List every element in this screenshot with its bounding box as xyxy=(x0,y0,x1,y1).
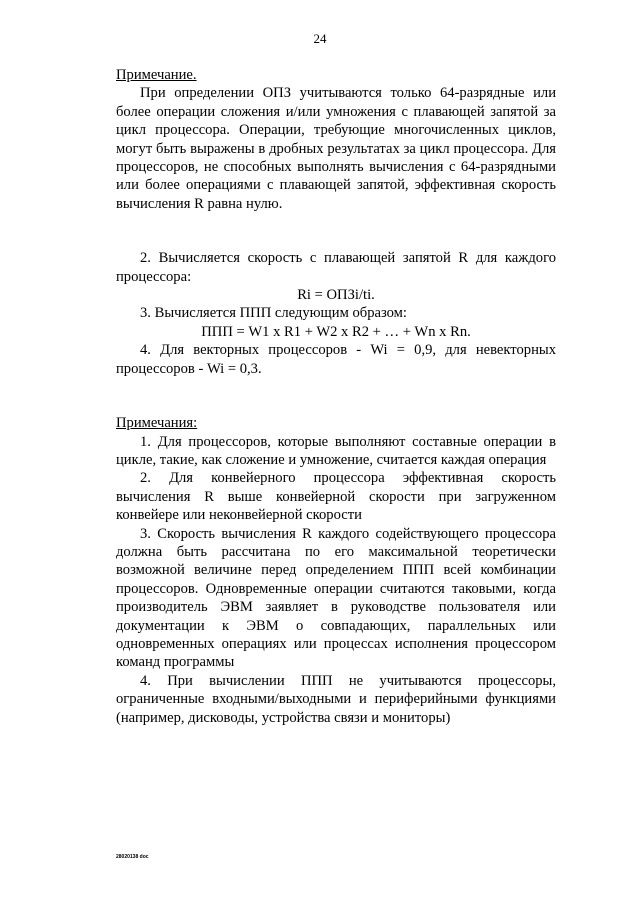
note-item-1: 1. Для процессоров, которые выполняют составные операции в цикле, такие, как сложение и умножение, считается каждая операция xyxy=(116,433,556,468)
note-paragraph: При определении ОПЗ учитываются только 64-разрядные или более операции сложения и/или умножения с плавающей запятой за цикл процессора. Операции, требующие многочисленных циклов, могут быть выражены в дробных результатах за цикл процессора. Для процессоров, не способных выполнять вычисления с 64-разрядными или более операциями с плавающей запятой, эффективная скорость вычисления R равна нулю. xyxy=(116,85,556,212)
document-body xyxy=(116,66,556,727)
note-item-4: 4. При вычислении ППП не учитываются процессоры, ограниченные входными/выходными и периферийными функциями (например, дисководы, устройства связи и мониторы) xyxy=(116,672,556,726)
step-3: 3. Вычисляется ППП следующим образом: xyxy=(140,305,407,322)
footer-filename: 28020138 doc xyxy=(116,854,149,860)
step-4: 4. Для векторных процессоров - Wi = 0,9, для невекторных процессоров - Wi = 0,3. xyxy=(116,342,556,377)
note-item-3: 3. Скорость вычисления R каждого содействующего процессора должна быть рассчитана по его максимальной теоретически возможной величине перед определением ППП всей комбинации процессоров. Одновременные операции считаются таковыми, когда производитель ЭВМ заявляет в руководстве пользователя или документации к ЭВМ о совпадающих, параллельных или одновременных операциях или процессах исполнения процессором команд программы xyxy=(116,525,556,671)
notes-heading: Примечания: xyxy=(116,415,198,432)
page-number: 24 xyxy=(313,31,327,46)
formula-ppp: ППП = W1 x R1 + W2 x R2 + … + Wn x Rn. xyxy=(201,323,471,340)
formula-rate: Ri = ОПЗi/ti. xyxy=(297,287,375,304)
step-2: 2. Вычисляется скорость с плавающей запятой R для каждого процессора: xyxy=(116,250,556,285)
note-item-2: 2. Для конвейерного процессора эффективная скорость вычисления R выше конвейерной скорости при загруженном конвейере или неконвейерной скорости xyxy=(116,470,556,524)
note-heading: Примечание. xyxy=(116,67,197,83)
